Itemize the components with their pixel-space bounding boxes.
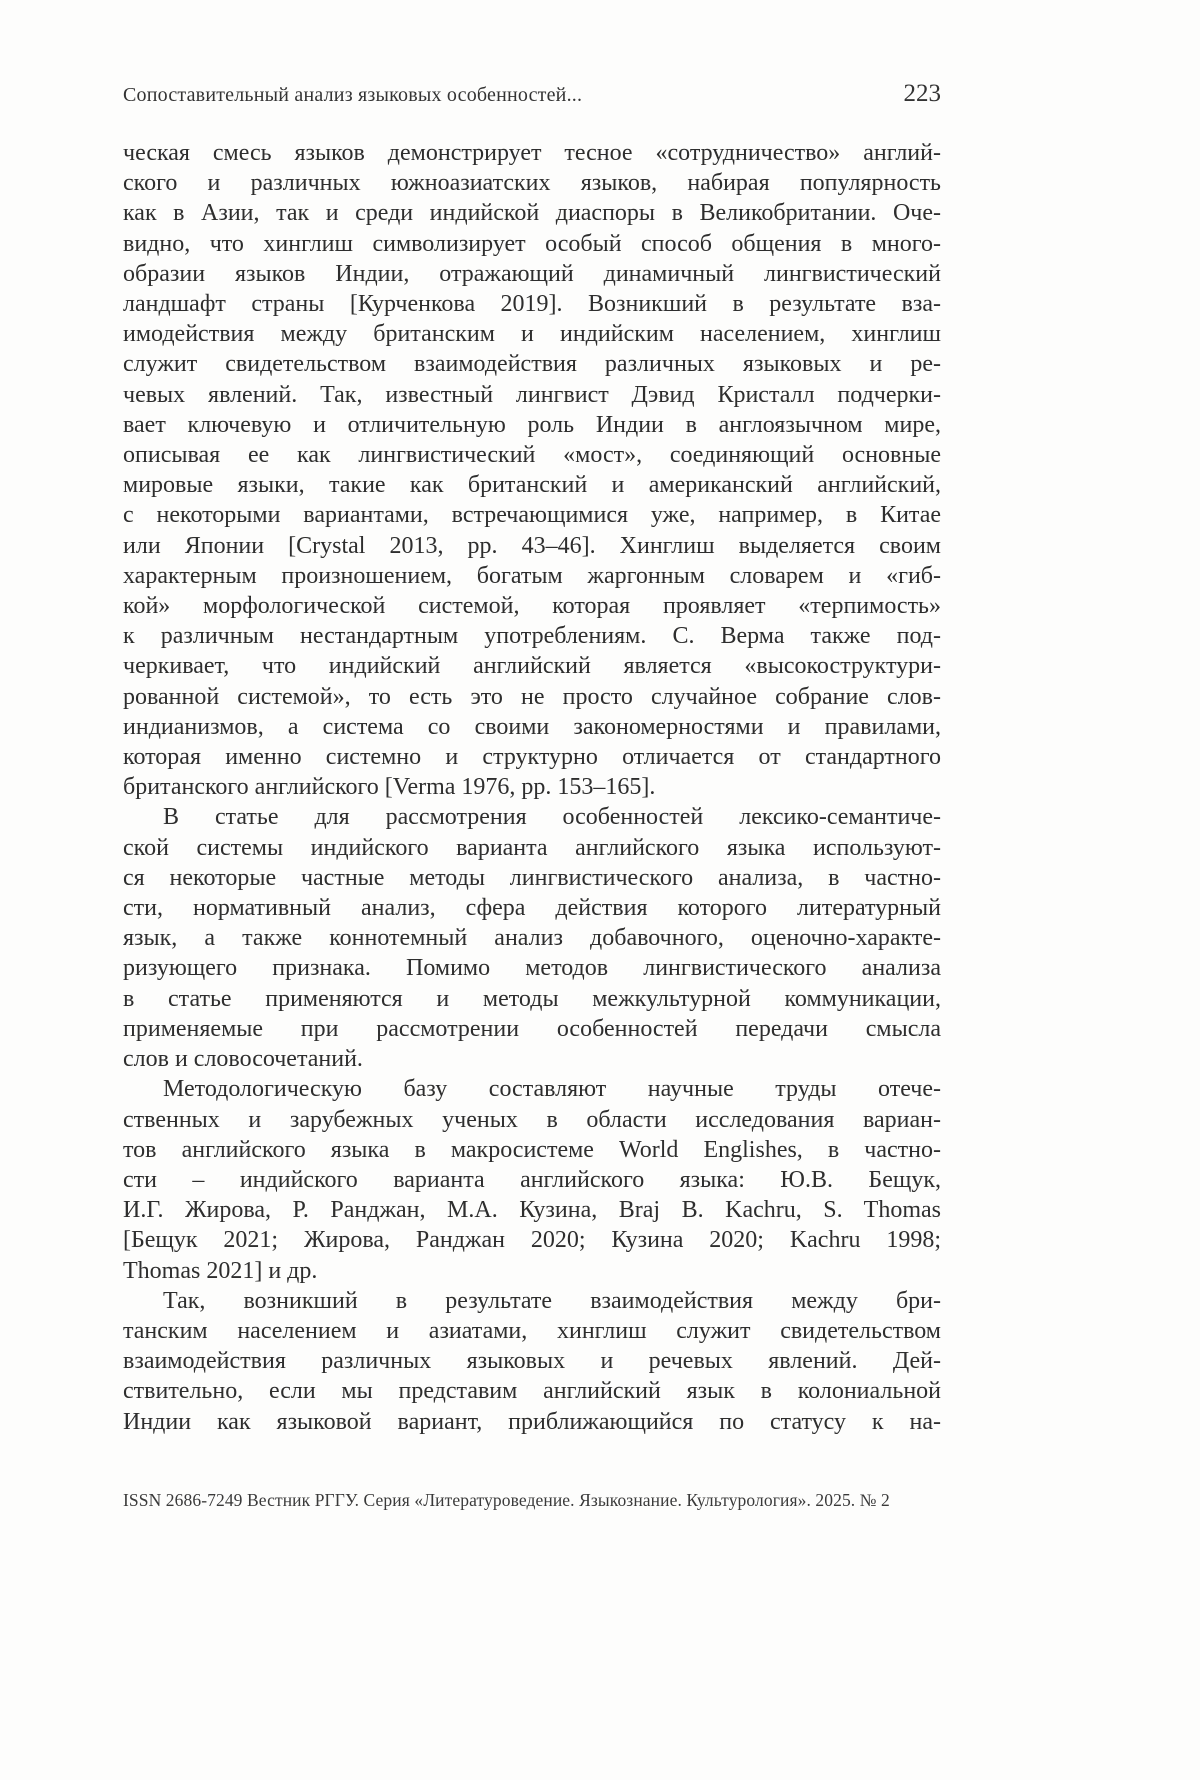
text-line: описывая ее как лингвистический «мост», соединяющий основные <box>123 442 941 469</box>
text-line: имодействия между британским и индийским населением, хинглиш <box>123 321 941 348</box>
text-line: ской системы индийского варианта английского языка используют- <box>123 834 941 861</box>
text-line: сти, нормативный анализ, сфера действия которого литературный <box>123 895 941 922</box>
text-line: применяемые при рассмотрении особенностей передачи смысла <box>123 1015 941 1042</box>
paragraph <box>123 802 941 1074</box>
text-line: Thomas 2021] и др. <box>123 1257 318 1284</box>
text-line: тов английского языка в макросистеме World Englishes, в частно- <box>123 1136 941 1163</box>
running-header <box>123 80 941 108</box>
text-line: Так, возникший в результате взаимодействия между бри- <box>163 1287 941 1314</box>
page-number: 223 <box>903 80 941 107</box>
text-line: кой» морфологической системой, которая проявляет «терпимость» <box>123 593 941 620</box>
text-line: ственных и зарубежных ученых в области исследования вариан- <box>123 1106 941 1133</box>
text-line: ческая смесь языков демонстрирует тесное «сотрудничество» англий- <box>123 140 941 166</box>
text-line: Методологическую базу составляют научные труды отече- <box>163 1076 941 1103</box>
text-line: танским населением и азиатами, хинглиш служит свидетельством <box>123 1317 941 1344</box>
text-line: черкивает, что индийский английский является «высокоструктури- <box>123 653 941 680</box>
text-line: И.Г. Жирова, Р. Ранджан, М.А. Кузина, Braj B. Kachru, S. Thomas <box>123 1197 941 1224</box>
text-line: сти – индийского варианта английского языка: Ю.В. Бещук, <box>123 1166 941 1193</box>
text-line: образии языков Индии, отражающий динамичный лингвистический <box>123 260 941 287</box>
text-line: видно, что хинглиш символизирует особый способ общения в много- <box>123 230 941 257</box>
footer-imprint: ISSN 2686-7249 Вестник РГГУ. Серия «Литературоведение. Языкознание. Культурология». 2025. № 2 <box>123 1490 890 1510</box>
text-line: или Японии [Crystal 2013, pp. 43–46]. Хинглиш выделяется своим <box>123 532 941 559</box>
running-title: Сопоставительный анализ языковых особенностей... <box>123 84 583 106</box>
text-line: ризующего признака. Помимо методов лингвистического анализа <box>123 955 941 982</box>
text-line: к различным нестандартным употреблениям. С. Верма также под- <box>123 623 941 650</box>
text-line: вает ключевую и отличительную роль Индии в англоязычном мире, <box>123 411 941 438</box>
text-line: рованной системой», то есть это не просто случайное собрание слов- <box>123 683 941 710</box>
text-line: взаимодействия различных языковых и речевых явлений. Дей- <box>123 1348 941 1375</box>
text-line: ского и различных южноазиатских языков, набирая популярность <box>123 170 941 197</box>
paragraph <box>123 1286 941 1437</box>
text-line: слов и словосочетаний. <box>123 1046 363 1073</box>
text-line: Индии как языковой вариант, приближающийся по статусу к на- <box>123 1408 941 1435</box>
text-line: чевых явлений. Так, известный лингвист Дэвид Кристалл подчерки- <box>123 381 941 408</box>
text-line: как в Азии, так и среди индийской диаспоры в Великобритании. Оче- <box>123 200 941 227</box>
text-line: ся некоторые частные методы лингвистического анализа, в частно- <box>123 864 941 891</box>
text-line: ландшафт страны [Курченкова 2019]. Возникший в результате вза- <box>123 291 941 318</box>
text-line: с некоторыми вариантами, встречающимися уже, например, в Китае <box>123 502 941 529</box>
text-line: британского английского [Verma 1976, pp. 153–165]. <box>123 774 656 801</box>
text-line: ствительно, если мы представим английский язык в колониальной <box>123 1378 941 1405</box>
text-line: служит свидетельством взаимодействия различных языковых и ре- <box>123 351 941 378</box>
text-line: характерным произношением, богатым жаргонным словарем и «гиб- <box>123 562 941 589</box>
text-line: мировые языки, такие как британский и американский английский, <box>123 472 941 499</box>
paragraph <box>123 138 941 802</box>
text-line: в статье применяются и методы межкультурной коммуникации, <box>123 985 941 1012</box>
paragraph <box>123 1074 941 1285</box>
text-line: индианизмов, а система со своими закономерностями и правилами, <box>123 713 941 740</box>
text-line: [Бещук 2021; Жирова, Ранджан 2020; Кузина 2020; Kachru 1998; <box>123 1227 941 1254</box>
article-body <box>123 138 941 1437</box>
text-line: В статье для рассмотрения особенностей лексико-семантиче- <box>163 804 941 831</box>
text-line: язык, а также коннотемный анализ добавочного, оценочно-характе- <box>123 925 941 952</box>
text-line: которая именно системно и структурно отличается от стандартного <box>123 744 941 771</box>
